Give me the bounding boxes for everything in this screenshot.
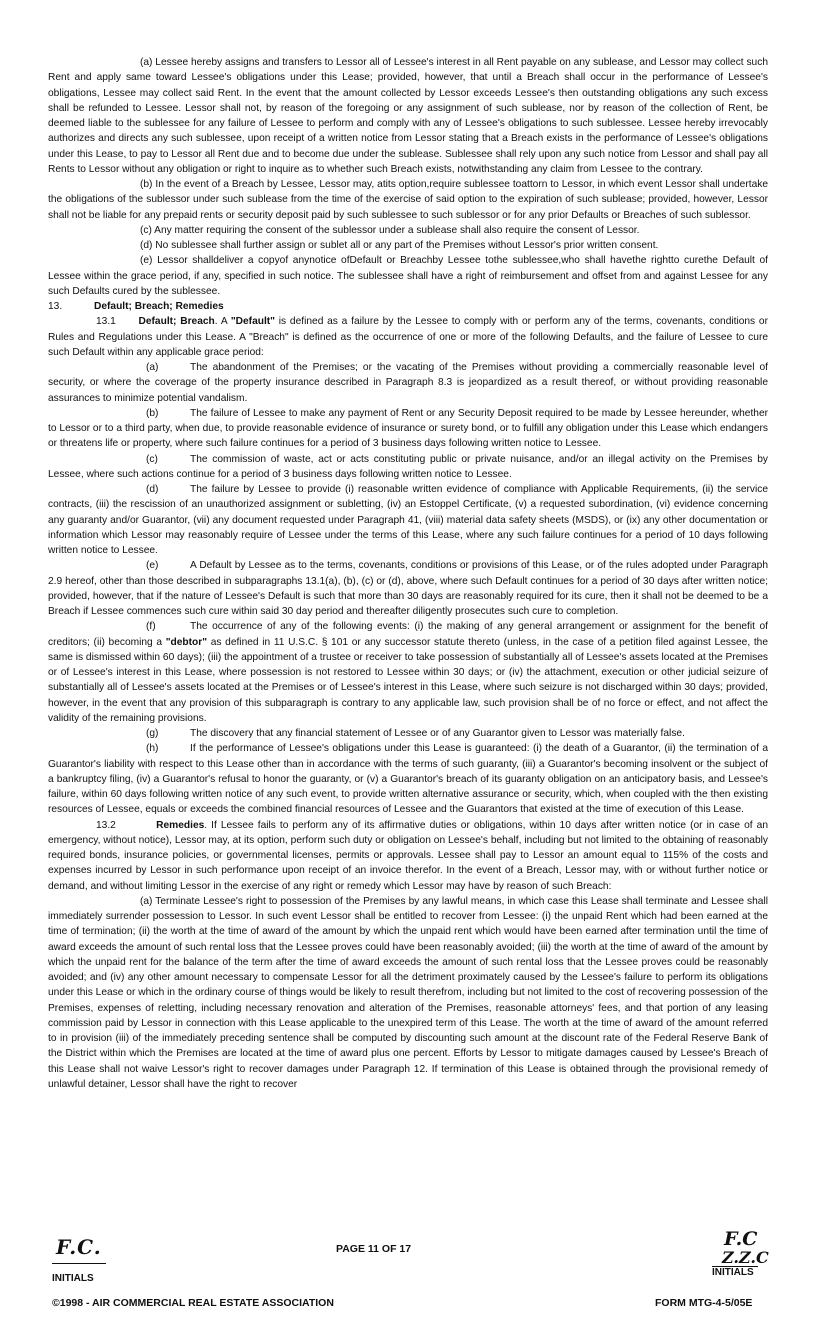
paragraph-sublease-a: (a) Lessee hereby assigns and transfers to Lessor all of Lessee's interest in all Rent payable on any sublease, and Lessor may collect such Rent and apply same toward Lessee's obligations under this Lease; provided, however, that until a Breach shall occur in the performance of Lessee's obligations, Lessee may collect said Rent. In the event that the amount collected by Lessor exceeds Lessee's then outstanding obligations any such excess shall be refunded to Lessee. Lessor shall not, by reason of the foregoing or any assignment of such sublease, nor by reason of the collection of Rent, be deemed liable to the sublessee for any failure of Lessee to perform and comply with any of Lessee's obligations to such sublessee. Lessee hereby irrevocably authorizes and directs any such sublessee, upon receipt of a written notice from Lessor stating that a Breach exists in the performance of Lessee's obligations under this Lease, to pay to Lessor all Rent due and to become due under the sublease. Sublessee shall rely upon any such notice from Lessor and shall pay all Rents to Lessor without any obligation or right to inquire as to whether such Breach exists, notwithstanding any claim from Lessee to the contrary.: [48, 57, 768, 175]
initials-signature-right-2: Z.Z.C: [722, 1248, 769, 1267]
section-13-2-text: . If Lessee fails to perform any of its affirmative duties or obligations, within 10 days after written notice (or in case of an emergency, without notice), Lessor may, at its option, perform such duty or obligation on Lessee's behalf, including but not limited to the obtaining of reasonably required bonds, insurance policies, or governmental licenses, permits or approvals. Lessee shall pay to Lessor an amount equal to 115% of the costs and expenses incurred by Lessor in such performance upon receipt of an invoice therefor. In the event of a Breach, Lessor may, with or without further notice or demand, and without limiting Lessor in the exercise of any right or remedy which Lessor may have by reason of such Breach:: [48, 819, 768, 892]
default-h-text: If the performance of Lessee's obligations under this Lease is guaranteed: (i) the death of a Guarantor, (ii) the termination of a Guarantor's liability with respect to this Lease other than in accordance with the terms of such guaranty, (iii) a Guarantor's becoming insolvent or the subject of a bankruptcy filing, (iv) a Guarantor's refusal to honor the guaranty, or (v) a Guarantor's breach of its guaranty obligation on an anticipatory basis, and Lessee's failure, within 60 days following written notice of any such event, to provide written alternative assurance or security, which, when coupled with the then existing resources of Lessee, equals or exceeds the combined financial resources of Lessee and the Guarantors that existed at the time of execution of this Lease.: [48, 743, 768, 816]
section-13-1-text-b: is defined as a failure by the Lessee to comply with or perform any of the terms, covenants, conditions or Rules and Regulations under this Lease. A "Breach" is defined as the occurrence of one or more of the following Defaults, and the failure of Lessee to cure such Default within any applicable grace period:: [48, 316, 768, 358]
section-13-title: Default; Breach; Remedies: [94, 301, 224, 312]
default-b-label: (b): [146, 407, 159, 419]
default-g-label: (g): [146, 728, 159, 739]
default-g: [48, 726, 768, 741]
default-d-text: The failure by Lessee to provide (i) reasonable written evidence of compliance with Applicable Requirements, (ii) the service contracts, (iii) the rescission of an unauthorized assignment or subletting, (iv) an Estoppel Certificate, (v) a requested subordination, (vi) evidence concerning any guaranty and/or Guarantor, (vii) any document requested under Paragraph 41, (viii) material data safety sheets (MSDS), or (ix) any other documentation or information which Lessor may reasonably require of Lessee under the terms of this Lease, where any such failure continues for a period of 10 days following written notice to Lessee.: [48, 484, 768, 556]
initials-signature-left: F.C.: [52, 1235, 106, 1264]
section-13-1-number: 13.1: [96, 316, 116, 328]
section-13-1-text-a: . A: [214, 316, 231, 328]
remedy-a: (a) Terminate Lessee's right to possession of the Premises by any lawful means, in which case this Lease shall terminate and Lessee shall immediately surrender possession to Lessor. In such event Lessor shall be entitled to recover from Lessee: (i) the unpaid Rent which had been earned at the time of termination; (ii) the worth at the time of award of the amount by which the unpaid rent which would have been earned after termination until the time of award exceeds the amount of such rental loss that the Lessee proves could have been reasonably avoided; (iii) the worth at the time of award of the amount by which the unpaid rent for the balance of the term after the time of award exceeds the amount of such rental loss that the Lessee proves could be reasonably avoided; and (iv) any other amount necessary to compensate Lessor for all the detriment proximately caused by the Lessee's failure to perform its obligations under this Lease or which in the ordinary course of things would be likely to result therefrom, including but not limited to the cost of recovering possession of the Premises, expenses of reletting, including necessary renovation and alteration of the Premises, reasonable attorneys' fees, and that portion of any leasing commission paid by Lessor in connection with this Lease applicable to the unexpired term of this Lease. The worth at the time of award of the amount referred to in provision (iii) of the immediately preceding sentence shall be computed by discounting such amount at the discount rate of the Federal Reserve Bank of the District within which the Premises are located at the time of award plus one percent. Efforts by Lessor to mitigate damages caused by Lessee's Breach of this Lease shall not waive Lessor's right to recover damages under Paragraph 12. If termination of this Lease is obtained through the provisional remedy of unlawful detainer, Lessor shall have the right to recover: [48, 895, 768, 1090]
paragraph-sublease-c: (c) Any matter requiring the consent of the sublessor under a sublease shall also require the consent of Lessor.: [140, 224, 640, 236]
paragraph-sublease-b: (b) In the event of a Breach by Lessee, Lessor may, atits option,require sublessee toattorn to Lessor, in which event Lessor shall undertake the obligations of the sublessor under such sublease from the time of the exercise of said option to the expiration of such sublease; provided, however, Lessor shall not be liable for any prepaid rents or security deposit paid by such sublessee to such sublessor or for any prior Defaults or Breaches of such sublessor.: [48, 179, 768, 221]
default-f-label: (f): [146, 621, 156, 633]
default-e-label: (e): [146, 560, 159, 572]
paragraph-sublease-d: (d) No sublessee shall further assign or sublet all or any part of the Premises without Lessor's prior written consent.: [140, 240, 659, 251]
default-e: [48, 558, 768, 619]
initials-right: [712, 1228, 782, 1278]
section-13-1-title: Default; Breach: [138, 316, 215, 328]
default-b: [48, 406, 768, 452]
default-a: [48, 360, 768, 406]
default-e-text: A Default by Lessee as to the terms, covenants, conditions or provisions of this Lease, or of the rules adopted under Paragraph 2.9 hereof, other than those described in subparagraphs 13.1(a), (b), (c) or (d), above, where such Default continues for a period of 30 days after written notice; provided, however, that if the nature of Lessee's Default is such that more than 30 days are reasonably required for its cure, then it shall not be deemed to be a Breach if Lessee commences such cure within said 30 day period and thereafter diligently prosecutes such cure to completion.: [48, 560, 768, 617]
copyright-notice: ©1998 - AIR COMMERCIAL REAL ESTATE ASSOCIATION: [52, 1297, 334, 1309]
default-g-text: The discovery that any financial statement of Lessee or of any Guarantor given to Lessor was materially false.: [190, 728, 685, 739]
initials-label-left: INITIALS: [52, 1273, 94, 1284]
default-c: [48, 452, 768, 483]
default-b-text: The failure of Lessee to make any payment of Rent or any Security Deposit required to be made by Lessee hereunder, whether to Lessor or to a third party, when due, to provide reasonable evidence of insurance or surety bond, or to fulfill any obligation under this Lease which endangers or threatens life or property, where such failure continues for a period of 3 business days following written notice to Lessee.: [48, 407, 768, 450]
default-c-text: The commission of waste, act or acts constituting public or private nuisance, and/or an illegal activity on the Premises by Lessee, where such actions continue for a period of 3 business days following written notice to Lessee.: [48, 453, 768, 480]
form-number: FORM MTG-4-5/05E: [655, 1297, 753, 1309]
default-f: [48, 619, 768, 726]
section-13-1: [48, 314, 768, 360]
initials-left: [52, 1235, 112, 1284]
section-13-2-number: 13.2: [96, 819, 116, 831]
default-h-label: (h): [146, 743, 159, 755]
paragraph-sublease-e: (e) Lessor shalldeliver a copyof anynotice ofDefault or Breachby Lessee tothe sublessee,who shall havethe rightto curethe Default of Lessee within the grace period, if any, specified in such notice. The sublessee shall have a right of reimbursement and offset from and against Lessee for any such Defaults cured by the sublessee.: [48, 255, 768, 297]
default-a-label: (a): [146, 362, 159, 373]
initials-signature-right-1: F.C: [724, 1228, 758, 1250]
default-d-label: (d): [146, 484, 159, 495]
default-term: "Default": [230, 316, 276, 328]
page-number: PAGE 11 OF 17: [336, 1243, 412, 1255]
debtor-term: "debtor": [165, 636, 208, 648]
default-d: [48, 482, 768, 558]
default-f-text-a: The occurrence of any of the following events: (i) the making of any general arrangement or assignment for the benefit of creditors; (ii) becoming a: [48, 621, 768, 648]
section-13-heading: [48, 299, 768, 314]
section-13-number: 13.: [48, 301, 63, 312]
section-13-2: [48, 818, 768, 894]
default-h: [48, 741, 768, 817]
section-13-2-title: Remedies: [156, 819, 205, 831]
default-c-label: (c): [146, 453, 158, 465]
initials-label-right: INITIALS: [712, 1266, 758, 1278]
lease-body: [48, 55, 768, 1092]
default-a-text: The abandonment of the Premises; or the vacating of the Premises without providing a commercially reasonable level of security, or where the coverage of the property insurance described in Paragraph 8.3 is jeopardized as a result thereof, or without providing reasonable assurances to minimize potential vandalism.: [48, 362, 768, 404]
default-f-text-b: as defined in 11 U.S.C. § 101 or any successor statute thereto (unless, in the case of a petition filed against Lessee, the same is dismissed within 60 days); (iii) the appointment of a trustee or receiver to take possession of substantially all of Lessee's assets located at the Premises or of Lessee's interest in this Lease, where possession is not restored to Lessee within 30 days; or (iv) the attachment, execution or other judicial seizure of substantially all of Lessee's assets located at the Premises or of Lessee's interest in this Lease, where such seizure is not discharged within 30 days; provided, however, in the event that any provision of this subparagraph is contrary to any applicable law, such provision shall be of no force or effect, and not affect the validity of the remaining provisions.: [48, 636, 768, 724]
